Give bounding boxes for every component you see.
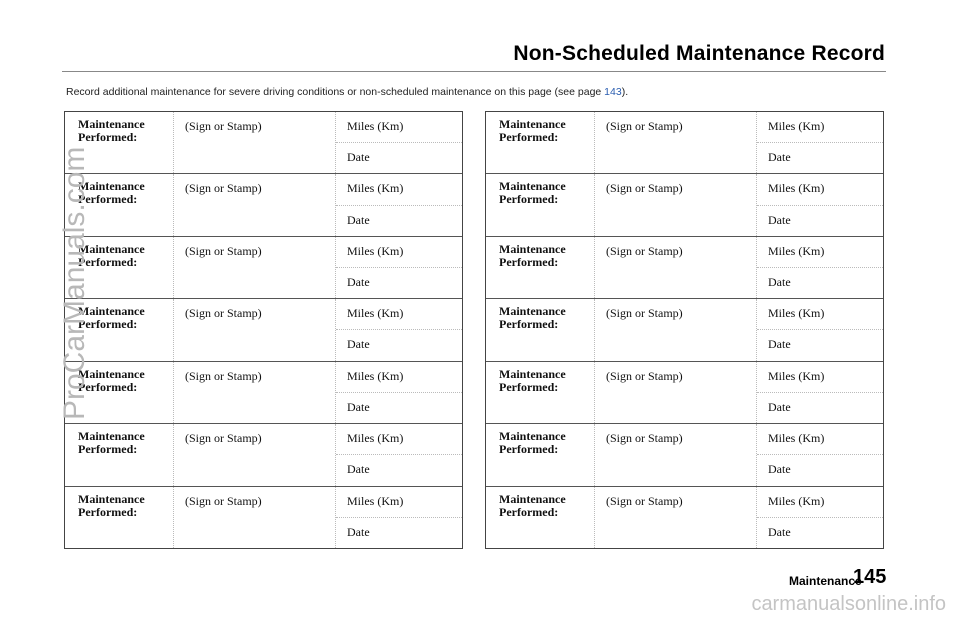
miles-date-cell xyxy=(756,112,883,173)
date-label: Date xyxy=(347,212,370,227)
record-row xyxy=(65,298,462,360)
sign-or-stamp-cell[interactable] xyxy=(173,237,335,298)
performed-label: Performed: xyxy=(78,254,138,269)
miles-field[interactable] xyxy=(336,174,462,205)
performed-label: Performed: xyxy=(78,379,138,394)
sign-or-stamp-label: (Sign or Stamp) xyxy=(185,119,262,133)
intro-text-end: ). xyxy=(621,86,629,98)
performed-label: Performed: xyxy=(499,379,559,394)
maintenance-label: Maintenance xyxy=(78,304,145,319)
date-label: Date xyxy=(347,399,370,414)
miles-date-cell xyxy=(335,112,462,173)
maintenance-label: Maintenance xyxy=(78,429,145,444)
sign-or-stamp-cell[interactable] xyxy=(594,362,756,423)
sign-or-stamp-cell[interactable] xyxy=(594,299,756,360)
date-label: Date xyxy=(768,524,791,539)
record-row xyxy=(486,298,883,360)
miles-label: Miles (Km) xyxy=(347,181,404,196)
sign-or-stamp-cell[interactable] xyxy=(594,112,756,173)
miles-field[interactable] xyxy=(336,362,462,393)
date-label: Date xyxy=(347,462,370,477)
miles-date-cell xyxy=(335,174,462,235)
miles-field[interactable] xyxy=(336,112,462,143)
performed-label: Performed: xyxy=(78,317,138,332)
sign-or-stamp-label: (Sign or Stamp) xyxy=(185,493,262,508)
maintenance-label: Maintenance xyxy=(78,117,145,131)
miles-label: Miles (Km) xyxy=(347,431,404,446)
miles-field[interactable] xyxy=(336,237,462,268)
miles-label: Miles (Km) xyxy=(768,431,825,446)
page-reference-link[interactable]: 143 xyxy=(604,86,622,98)
sign-or-stamp-cell[interactable] xyxy=(173,487,335,548)
miles-date-cell xyxy=(756,299,883,360)
maintenance-label: Maintenance xyxy=(78,179,145,194)
record-row xyxy=(486,361,883,423)
sign-or-stamp-label: (Sign or Stamp) xyxy=(185,431,262,446)
date-field[interactable] xyxy=(757,330,883,360)
maintenance-label: Maintenance xyxy=(78,241,145,256)
performed-label: Performed: xyxy=(499,442,559,457)
maintenance-label: Maintenance xyxy=(499,179,566,194)
maintenance-record-table-right xyxy=(485,111,884,549)
miles-date-cell xyxy=(756,174,883,235)
miles-field[interactable] xyxy=(757,362,883,393)
maintenance-label: Maintenance xyxy=(499,429,566,444)
miles-date-cell xyxy=(335,362,462,423)
date-field[interactable] xyxy=(336,330,462,360)
miles-field[interactable] xyxy=(757,487,883,518)
miles-date-cell xyxy=(756,237,883,298)
sign-or-stamp-cell[interactable] xyxy=(173,299,335,360)
maintenance-label: Maintenance xyxy=(499,304,566,319)
maintenance-performed-cell[interactable] xyxy=(486,174,594,235)
miles-label: Miles (Km) xyxy=(768,243,825,258)
record-row xyxy=(486,112,883,173)
miles-label: Miles (Km) xyxy=(768,306,825,321)
miles-label: Miles (Km) xyxy=(768,368,825,383)
date-label: Date xyxy=(768,337,791,352)
miles-field[interactable] xyxy=(757,424,883,455)
date-label: Date xyxy=(347,524,370,539)
side-watermark: ProCarManuals.com xyxy=(58,146,91,420)
sign-or-stamp-cell[interactable] xyxy=(594,237,756,298)
sign-or-stamp-label: (Sign or Stamp) xyxy=(185,181,262,196)
date-field[interactable] xyxy=(757,455,883,485)
sign-or-stamp-label: (Sign or Stamp) xyxy=(606,181,683,196)
date-field[interactable] xyxy=(336,206,462,236)
date-label: Date xyxy=(347,150,370,165)
miles-label: Miles (Km) xyxy=(347,243,404,258)
sign-or-stamp-cell[interactable] xyxy=(173,112,335,173)
maintenance-label: Maintenance xyxy=(78,491,145,506)
date-field[interactable] xyxy=(336,143,462,173)
date-label: Date xyxy=(347,337,370,352)
date-label: Date xyxy=(768,212,791,227)
record-row xyxy=(486,173,883,235)
date-field[interactable] xyxy=(757,393,883,423)
sign-or-stamp-label: (Sign or Stamp) xyxy=(606,243,683,258)
bottom-watermark: carmanualsonline.info xyxy=(751,593,946,615)
miles-field[interactable] xyxy=(757,112,883,143)
maintenance-label: Maintenance xyxy=(499,117,566,131)
performed-label: Performed: xyxy=(499,192,559,207)
performed-label: Performed: xyxy=(499,317,559,332)
performed-label: Performed: xyxy=(78,130,138,144)
miles-field[interactable] xyxy=(757,174,883,205)
sign-or-stamp-label: (Sign or Stamp) xyxy=(606,119,683,133)
date-field[interactable] xyxy=(757,143,883,173)
footer-section-label: Maintenance xyxy=(789,574,862,588)
performed-label: Performed: xyxy=(78,442,138,457)
date-label: Date xyxy=(768,399,791,414)
maintenance-performed-cell[interactable] xyxy=(486,299,594,360)
sign-or-stamp-cell[interactable] xyxy=(594,424,756,485)
miles-date-cell xyxy=(335,237,462,298)
maintenance-record-table-left xyxy=(64,111,463,549)
date-field[interactable] xyxy=(336,268,462,298)
maintenance-label: Maintenance xyxy=(499,491,566,506)
sign-or-stamp-label: (Sign or Stamp) xyxy=(606,306,683,321)
record-row xyxy=(65,361,462,423)
performed-label: Performed: xyxy=(499,504,559,519)
miles-label: Miles (Km) xyxy=(347,493,404,508)
intro-text-main: Record additional maintenance for severe driving conditions or non-scheduled maintenance on this page (see page xyxy=(66,86,605,98)
sign-or-stamp-label: (Sign or Stamp) xyxy=(185,306,262,321)
sign-or-stamp-cell[interactable] xyxy=(173,362,335,423)
date-field[interactable] xyxy=(336,455,462,485)
record-row xyxy=(486,486,883,548)
sign-or-stamp-label: (Sign or Stamp) xyxy=(606,493,683,508)
miles-date-cell xyxy=(756,362,883,423)
record-row xyxy=(486,236,883,298)
miles-label: Miles (Km) xyxy=(347,306,404,321)
date-label: Date xyxy=(768,275,791,290)
miles-field[interactable] xyxy=(336,487,462,518)
intro-text xyxy=(66,86,628,98)
maintenance-performed-cell[interactable] xyxy=(486,112,594,173)
performed-label: Performed: xyxy=(78,504,138,519)
miles-date-cell xyxy=(756,487,883,548)
date-label: Date xyxy=(768,150,791,165)
record-row xyxy=(65,112,462,173)
miles-label: Miles (Km) xyxy=(768,181,825,196)
maintenance-performed-cell[interactable] xyxy=(486,424,594,485)
miles-date-cell xyxy=(335,487,462,548)
maintenance-performed-cell[interactable] xyxy=(486,362,594,423)
date-label: Date xyxy=(347,275,370,290)
date-field[interactable] xyxy=(757,206,883,236)
date-field[interactable] xyxy=(336,518,462,548)
miles-field[interactable] xyxy=(757,299,883,330)
title-rule xyxy=(62,71,886,72)
performed-label: Performed: xyxy=(499,130,559,144)
maintenance-label: Maintenance xyxy=(78,366,145,381)
date-field[interactable] xyxy=(757,518,883,548)
sign-or-stamp-label: (Sign or Stamp) xyxy=(185,243,262,258)
record-row xyxy=(65,423,462,485)
record-row xyxy=(486,423,883,485)
maintenance-label: Maintenance xyxy=(499,241,566,256)
sign-or-stamp-cell[interactable] xyxy=(173,424,335,485)
maintenance-performed-cell[interactable] xyxy=(486,487,594,548)
date-field[interactable] xyxy=(336,393,462,423)
date-label: Date xyxy=(768,462,791,477)
sign-or-stamp-cell[interactable] xyxy=(173,174,335,235)
maintenance-performed-cell[interactable] xyxy=(65,424,173,485)
miles-label: Miles (Km) xyxy=(347,119,404,133)
maintenance-performed-cell[interactable] xyxy=(65,487,173,548)
miles-date-cell xyxy=(756,424,883,485)
record-row xyxy=(65,236,462,298)
sign-or-stamp-cell[interactable] xyxy=(594,487,756,548)
performed-label: Performed: xyxy=(499,254,559,269)
sign-or-stamp-label: (Sign or Stamp) xyxy=(185,368,262,383)
date-field[interactable] xyxy=(757,268,883,298)
sign-or-stamp-cell[interactable] xyxy=(594,174,756,235)
maintenance-performed-cell[interactable] xyxy=(486,237,594,298)
miles-field[interactable] xyxy=(757,237,883,268)
miles-date-cell xyxy=(335,299,462,360)
record-row xyxy=(65,173,462,235)
maintenance-label: Maintenance xyxy=(499,366,566,381)
miles-field[interactable] xyxy=(336,424,462,455)
sign-or-stamp-label: (Sign or Stamp) xyxy=(606,368,683,383)
miles-date-cell xyxy=(335,424,462,485)
record-row xyxy=(65,486,462,548)
miles-label: Miles (Km) xyxy=(347,368,404,383)
miles-label: Miles (Km) xyxy=(768,493,825,508)
sign-or-stamp-label: (Sign or Stamp) xyxy=(606,431,683,446)
miles-label: Miles (Km) xyxy=(768,119,825,133)
page-title: Non-Scheduled Maintenance Record xyxy=(513,42,885,65)
miles-field[interactable] xyxy=(336,299,462,330)
page-number: 145 xyxy=(853,566,887,588)
performed-label: Performed: xyxy=(78,192,138,207)
